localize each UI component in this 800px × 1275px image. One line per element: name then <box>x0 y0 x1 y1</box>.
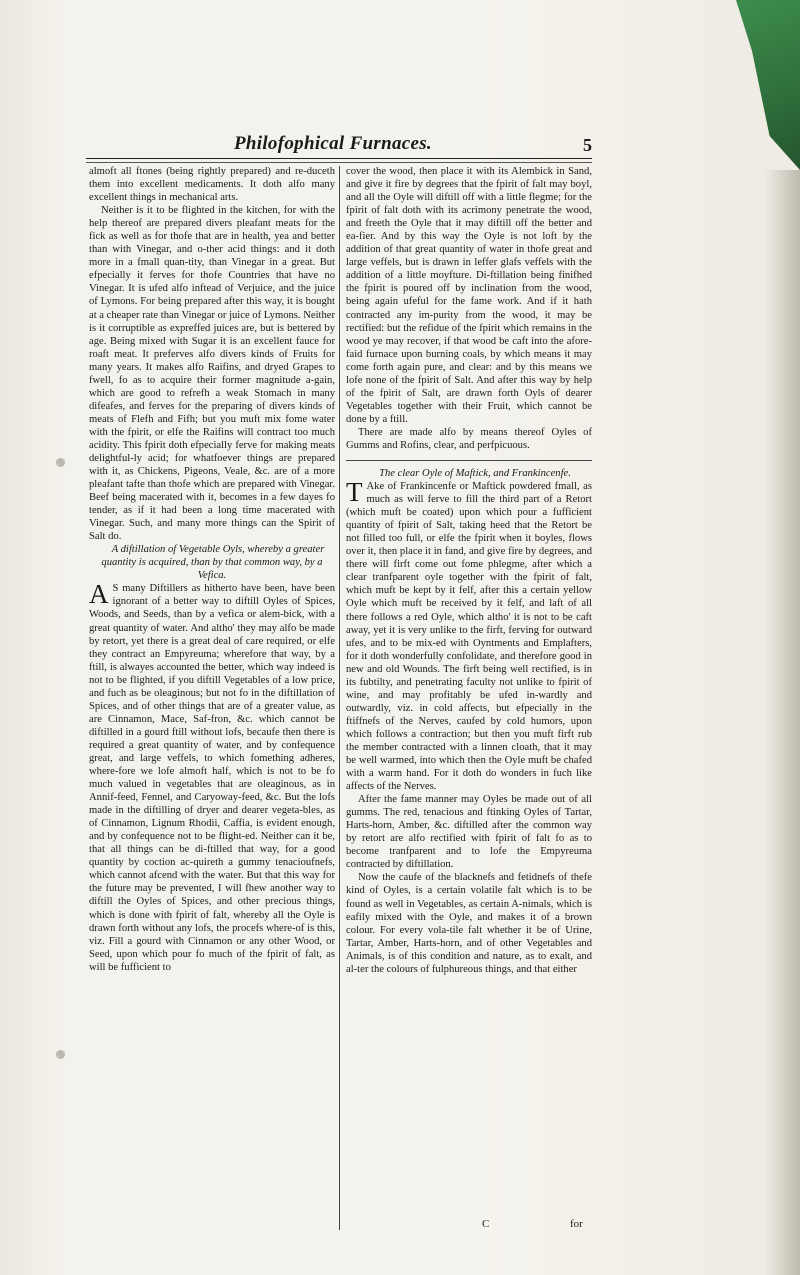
catchword: for <box>570 1218 583 1230</box>
paragraph: Now the caufe of the blacknefs and fetidnefs of thefe kind of Oyles, is a certain volatile falt which is to be found as well in Vegetables, as certain A-nimals, which is eafily mixed with the Oyle, and makes it of a brown colour. For every vola-tile falt whether it be of Urine, Tartar, Amber, Harts-horn, and of other Vegetables and Animals, is of this condition and nature, as to exalt, and al-ter the colours of fulphureous things, and that either <box>346 872 592 975</box>
section-heading: The clear Oyle of Maftick, and Frankincenfe. <box>379 468 571 480</box>
section-paragraph-text: Ake of Frankincenfe or Maftick powdered fmall, as much as will ferve to fill the third part of a Retort (which muft be coated) upon which pour a fufficient quantity of fpirit of Salt, taking heed that the Retort be not filled too full, or elfe the fpirit when it boyles, flows over it, then place it in fand, and give fire by degrees, and there will firft come out fome phlegme, after which a clear tranfparent oyle together with the fpirit of falt, which muft be kept by it felf, after this a certain yellow Oyle which muft be received by it felf, and laft of all there follows a red Oyle, which altho' it is not to be caft away, yet it is very unlike to the firft, ferving for outward ufes, and to be mix-ed with Oyntments and Emplafters, for it doth wonderfully confolidate, and therefore good in new and old Wounds. The firft being well rectified, is in its fubtilty, and penetrating faculty not unlike to fpirit of wine, and may profitably be ufed in-wardly and outwardly, viz. in cold affects, but efpecially in the ftiffnefs of the Nerves, caufed by cold humors, upon which follows a contraction; but then you muft firft rub the member contracted with a linnen cloath, that it may be well warmed, into which then the Oyle muft be chafed with a warm hand. For it doth do wonders in fuch like affects of the Nerves. <box>346 481 592 793</box>
column-divider <box>339 166 340 1230</box>
green-page-tab <box>720 0 800 170</box>
section-paragraph-text: S many Diftillers as hitherto have been, have been ignorant of a better way to diftill Oyles of Spices, Woods, and Seeds, than by a vefica or alem-bick, with a great quantity of water. And altho' they may alfo be made by retort, yet there is a great deal of care required, or elfe they contract an Empyreuma; wherefore that way, by a ftill, is alwayes accounted the better, which way indeed is not to be flighted, if you diftill Vegetables of a low price, and fuch as be oleaginous; but not fo in the diftillation of Spices, and of other things that are of a greater value, as are Cinnamon, Mace, Saf-fron, &c. which cannot be diftilled in a gourd ftill without lofs, becaufe then there is required a great quantity of water, and by confequence great, and large veffels, to which fomething adheres, where-fore we lofe almoft half, which is not to be fo much valued in vegetables that are oleaginous, as in Annif-feed, Fennel, and Caryoway-feed, &c. But the lofs made in the diftilling of dryer and dearer vegeta-bles, as of Cinnamon, Lignum Rhodii, Caffia, is evident enough, and by confequence not to be flight-ed. Neither can it be, that all things can be di-ftilled that way, for a good quantity by coction ac-quireth a gummy tenacioufnefs, which cannot afcend with the water. But that this way for the future may be prevented, I will fhew another way to diftill the Oyles of Spices, and other precious things, which is done with fpirit of falt, whereby all the Oyle is drawn forth without any lofs, the procefs where-of is this, viz. Fill a gourd with Cinnamon or any other Wood, or Seed, upon which pour fo much of the fpirit of falt, as will be fufficient to <box>89 583 335 973</box>
paragraph: almoft all ftones (being rightly prepared) and re-duceth them into excellent medicaments. It doth alfo many excellent things in mechanical arts. <box>89 166 335 204</box>
paragraph: Neither is it to be flighted in the kitchen, for with the help thereof are prepared divers pleafant meats for the fick as well as for thofe that are in health, yea and better than with Vinegar, and o-ther acid things: and it doth more in a fmall quan-tity, than Vinegar in a great. But efpecially it ferves for thofe Countries that have no Vinegar. It is ufed alfo inftead of Verjuice, and the juice of Lymons. For being prepared after this way, it is bought at a cheaper rate than Vinegar or juice of Lymons. Neither is it corruptible as expreffed juices are, but is bettered by age. Being mixed with Sugar it is an excellent fauce for roaft meat. It preferves alfo divers kinds of Fruits for many years. It makes alfo Raifins, and dryed Grapes to fwell, fo as to acquire their former magnitude a-gain, which are good to refrefh a weak Stomach in many difeafes, and ferves for the preparing of divers kinds of meats of Flefh and Fifh; but you muft mix fome water with the fpirit, or elfe the Raifins will contract too much acidity. This fpirit doth efpecially ferve for making meats delightful-ly acid; for whatfoever things are prepared with it, as Chickens, Pigeons, Veale, &c. are of a more pleafant tafte than thofe which are prepared with Vinegar. Beef being macerated with it, becomes in a few dayes fo tender, as if it had been a long time macerated with Vinegar. Such, and many more things can the Spirit of Salt do. <box>89 205 335 543</box>
running-title: Philofophical Furnaces. <box>234 133 432 154</box>
page-number: 5 <box>583 135 592 155</box>
section-paragraph <box>346 477 592 793</box>
section-paragraph <box>89 579 335 973</box>
drop-cap: T <box>346 477 363 508</box>
running-header <box>88 131 592 161</box>
paragraph: After the fame manner may Oyles be made out of all gumms. The red, tenacious and ftinking Oyles of Tartar, Harts-horn, Amber, &c. diftilled after the common way by retort are alfo rectified with fpirit of falt fo as to become tranfparent and to lofe the Empyreuma contracted by diftillation. <box>346 794 592 871</box>
drop-cap: A <box>89 579 109 610</box>
paragraph: There are made alfo by means thereof Oyles of Gumms and Rofins, clear, and perfpicuous. <box>346 426 592 451</box>
binding-hole <box>56 458 65 467</box>
signature-mark: C <box>482 1218 490 1230</box>
binding-hole <box>56 1050 65 1059</box>
header-rule-thin <box>86 162 592 163</box>
right-column <box>346 165 592 976</box>
paragraph: cover the wood, then place it with its Alembick in Sand, and give it fire by degrees that the fpirit of falt may boyl, and all the Oyle will diftill off with a little flegme; for the fpirit of falt doth with its acrimony penetrate the wood, and freeth the Oyle that it may diftill off the better and ea-fier. And by this way the Oyle is not loft by the addition of that great quantity of water in thofe great and large veffels, but is drawn in leffer glafs veffels with the addition of a little moyfture. Di-ftillation being finifhed the fpirit is poured off by inclination from the wood, being again ufeful for the fame work. And if it hath contracted any im-purity from the wood, it may be rectified: but the refidue of the fpirit which remains in the wood ye may recover, if that wood be caft into the afore-faid furnace upon burning coals, by which means it may come forth again pure, and clear: and by this means we lofe none of the fpirit of Salt. And after this way by help of the fpirit of Salt, are drawn forth Oyls of dearer Vegetables together with their Fruit, which cannot be done by a ftill. <box>346 166 592 425</box>
page-edge-shadow <box>764 170 800 1275</box>
section-heading: A diftillation of Vegetable Oyls, whereby a greater quantity is acquired, than by that common way, by a Vefica. <box>101 544 325 582</box>
left-column <box>89 165 335 974</box>
section-rule <box>346 460 592 461</box>
header-rule <box>86 158 592 159</box>
